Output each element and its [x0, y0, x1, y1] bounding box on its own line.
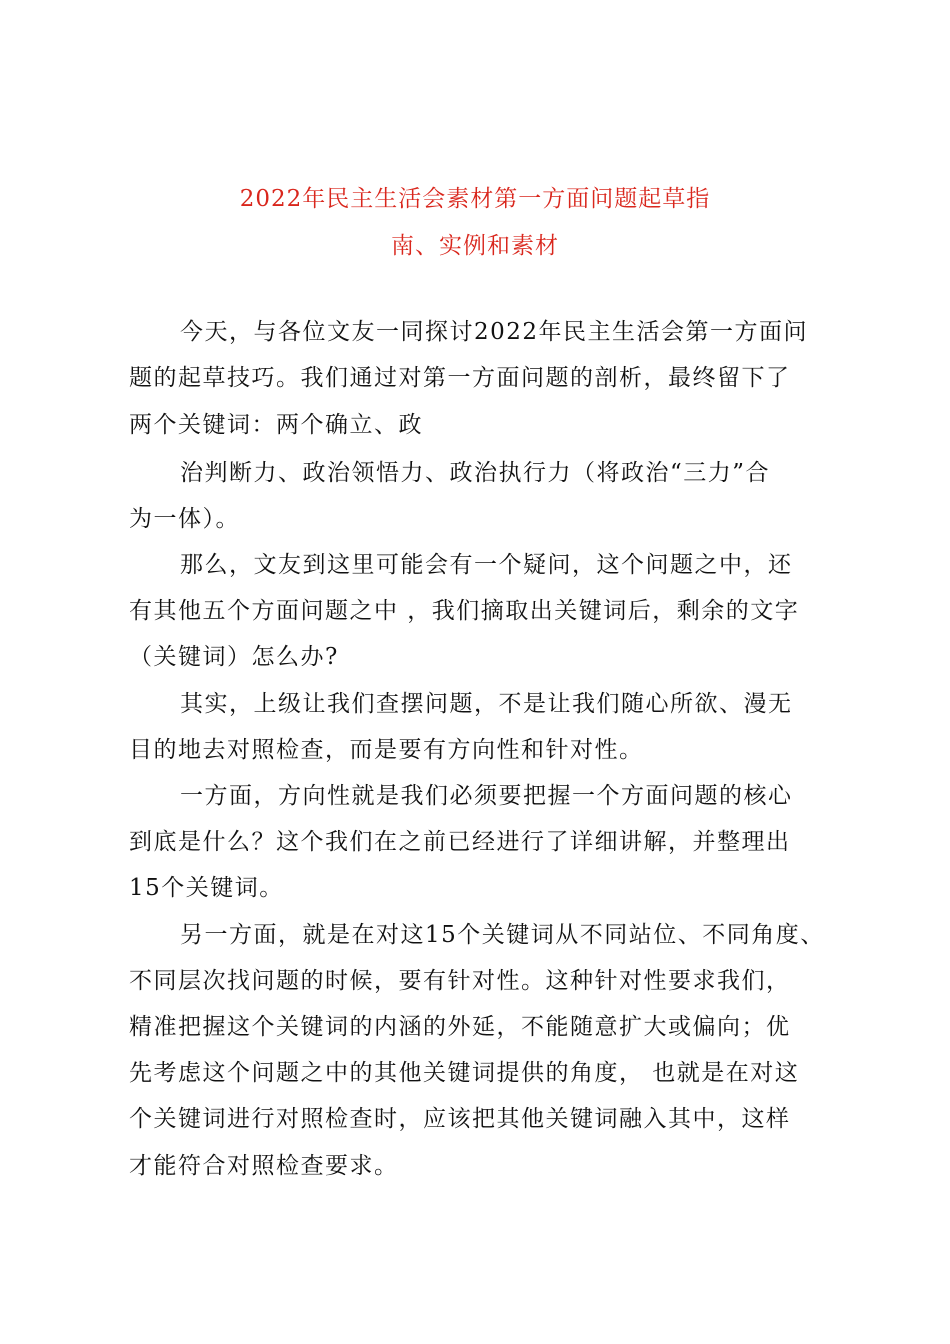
paragraph-line: 先考虑这个问题之中的其他关键词提供的角度， 也就是在对这 — [129, 1060, 800, 1086]
paragraph-line: 到底是什么？这个我们在之前已经进行了详细讲解，并整理出 — [129, 829, 791, 855]
paragraph-line: 才能符合对照检查要求。 — [129, 1153, 399, 1179]
paragraph-line: （关键词）怎么办? — [129, 644, 339, 670]
paragraph-line: 其实，上级让我们查摆问题，不是让我们随心所欲、漫无 — [180, 691, 793, 717]
paragraph-line: 今天，与各位文友一同探讨2022年民主生活会第一方面问 — [180, 319, 809, 345]
paragraph-line: 两个关键词：两个确立、政 — [129, 412, 423, 438]
paragraph-line: 目的地去对照检查，而是要有方向性和针对性。 — [129, 737, 644, 763]
document-title-line-1: 2022年民主生活会素材第一方面问题起草指 — [239, 186, 711, 212]
paragraph-line: 另一方面，就是在对这15个关键词从不同站位、不同角度、 — [180, 922, 825, 948]
paragraph-line: 精准把握这个关键词的内涵的外延，不能随意扩大或偏向；优 — [129, 1014, 791, 1040]
paragraph-line: 有其他五个方面问题之中 ，我们摘取出关键词后，剩余的文字 — [129, 598, 800, 624]
document-title-line-2: 南、实例和素材 — [391, 233, 559, 259]
paragraph-line: 一方面，方向性就是我们必须要把握一个方面问题的核心 — [180, 783, 793, 809]
paragraph-line: 为一体）。 — [129, 506, 240, 532]
paragraph-line: 个关键词进行对照检查时，应该把其他关键词融入其中，这样 — [129, 1106, 791, 1132]
paragraph-line: 那么，文友到这里可能会有一个疑问，这个问题之中，还 — [180, 552, 793, 578]
paragraph-line: 题的起草技巧。我们通过对第一方面问题的剖析，最终留下了 — [129, 365, 791, 391]
paragraph-line: 不同层次找问题的时候，要有针对性。这种针对性要求我们， — [129, 968, 791, 994]
paragraph-line: 15个关键词。 — [129, 875, 284, 901]
paragraph-line: 治判断力、政治领悟力、政治执行力（将政治“三力”合 — [180, 460, 771, 486]
